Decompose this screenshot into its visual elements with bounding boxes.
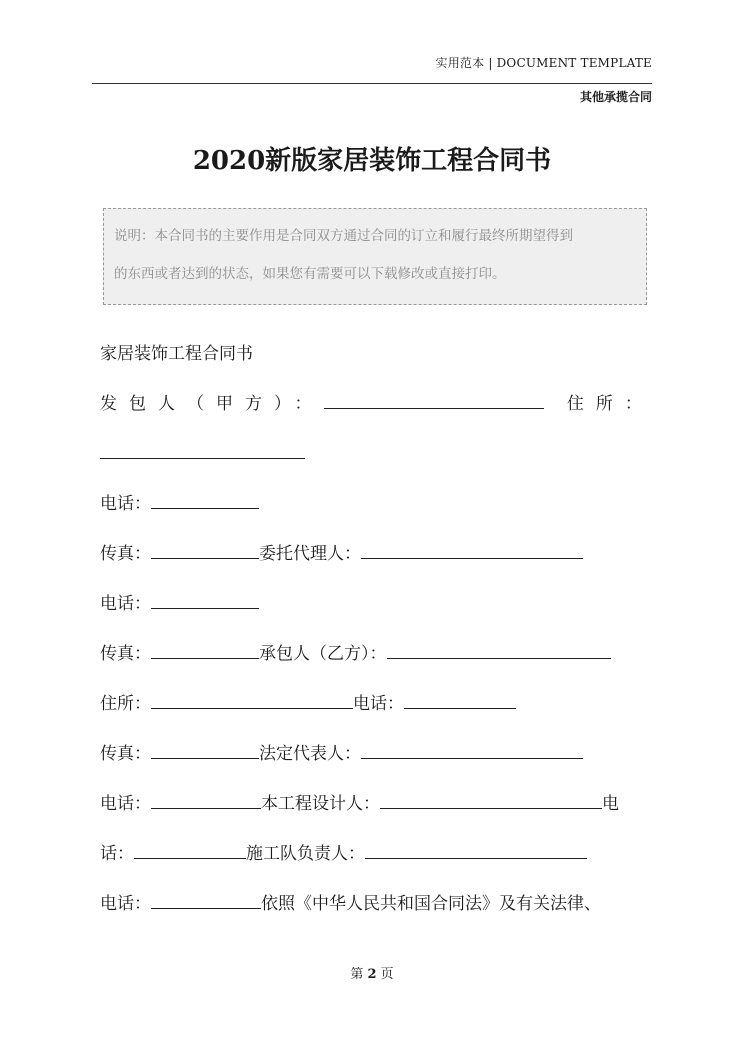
page-number [0,963,744,982]
fax-blank[interactable] [151,636,259,659]
phone-label: 电话： [100,894,151,914]
contract-line [100,786,652,836]
contract-line [100,836,652,886]
phone-blank[interactable] [151,486,259,509]
phone-blank[interactable] [151,786,261,809]
legal-basis-text: 依照《中华人民共和国合同法》及有关法律、 [261,894,601,914]
contract-line [100,686,652,736]
designer-blank[interactable] [380,786,602,809]
phone-blank[interactable] [151,586,259,609]
contract-line [100,886,652,936]
legal-rep-label: 法定代表人： [259,744,361,764]
fax-label: 传真： [100,644,151,664]
agent-label: 委托代理人： [259,544,361,564]
fax-blank[interactable] [151,536,259,559]
agent-blank[interactable] [361,536,583,559]
foreman-label: 施工队负责人： [246,844,365,864]
phone-label: 电话： [100,494,151,514]
document-template-label: 实用范本 | DOCUMENT TEMPLATE [435,56,652,70]
phone-label-start: 电 [602,794,619,814]
fax-blank[interactable] [151,736,259,759]
note-line-2: 的东西或者达到的状态，如果您有需要可以下载修改或直接打印。 [114,266,506,282]
phone-blank[interactable] [404,686,516,709]
fax-label: 传真： [100,744,151,764]
address-label: 住所： [100,694,151,714]
phone-label: 电话： [353,694,404,714]
party-a-label: 发包人（甲方）： [100,394,324,414]
note-line-1: 说明：本合同书的主要作用是合同双方通过合同的订立和履行最终所期望得到 [114,228,573,244]
phone-label: 电话： [100,594,151,614]
page-title: 2020新版家居装饰工程合同书 [192,146,552,176]
legal-rep-blank[interactable] [361,736,583,759]
contract-line [100,436,652,486]
party-b-label: 承包人（乙方）： [259,644,387,664]
designer-label: 本工程设计人： [261,794,380,814]
page-num: 2 [367,967,377,982]
category-label: 其他承揽合同 [579,90,652,104]
contract-body [100,336,652,936]
fax-label: 传真： [100,544,151,564]
contract-line [100,736,652,786]
contract-line [100,636,652,686]
party-a-blank[interactable] [324,386,544,409]
address-blank[interactable] [100,436,305,459]
phone-label-end: 话： [100,844,134,864]
page-prefix: 第 [350,967,364,982]
note-box [103,208,647,305]
phone-blank[interactable] [151,886,261,909]
address-blank[interactable] [151,686,353,709]
contract-heading: 家居装饰工程合同书 [100,344,253,364]
contract-line [100,486,652,536]
header-rule [92,83,652,84]
contract-line [100,536,652,586]
phone-label: 电话： [100,794,151,814]
page-suffix: 页 [380,967,394,982]
phone-blank[interactable] [134,836,246,859]
foreman-blank[interactable] [365,836,587,859]
party-b-blank[interactable] [387,636,611,659]
address-label: 住所： [566,394,654,414]
contract-line [100,586,652,636]
contract-line [100,386,652,436]
